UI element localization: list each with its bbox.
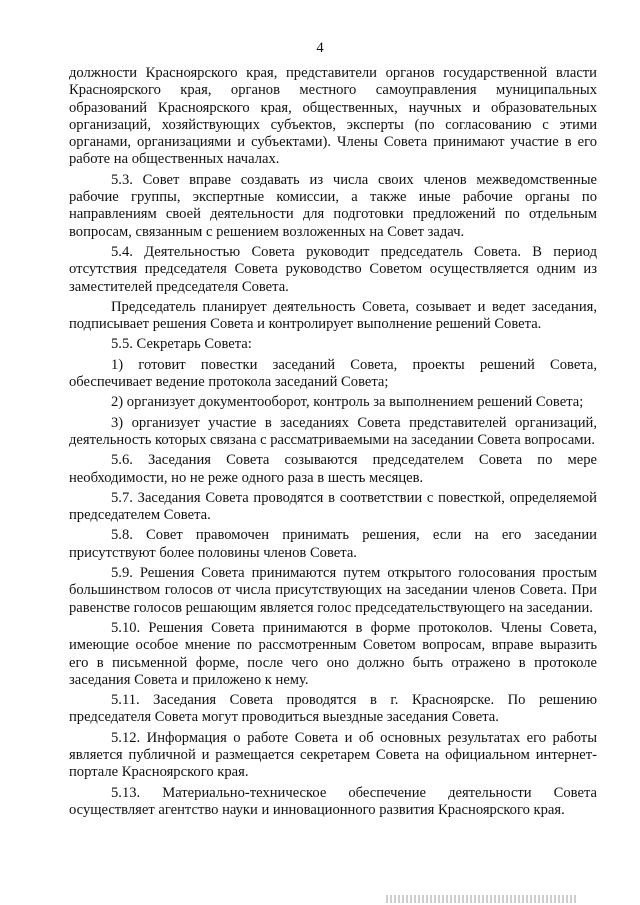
- paragraph-5-10: 5.10. Решения Совета принимаются в форме протоколов. Члены Совета, имеющие особое мнение по рассмотренным Советом вопросам, вправе выразить его в письменной форме, после чего оно должно быть отражено в протоколе заседания Совета и приложено к нему.: [69, 619, 597, 688]
- paragraph-continuation: должности Красноярского края, представители органов государственной власти Красноярского края, органов местного самоуправления муниципальных образований Красноярского края, общественных, научных и образовательных организаций, хозяйствующих субъектов, эксперты (по согласованию с этими органами, организациями и субъектами). Члены Совета принимают участие в его работе на общественных началах.: [69, 65, 597, 168]
- paragraph-5-13: 5.13. Материально-техническое обеспечение деятельности Совета осуществляет агентство науки и инновационного развития Красноярского края.: [69, 784, 597, 818]
- paragraph-5-6: 5.6. Заседания Совета созываются председателем Совета по мере необходимости, но не реже одного раза в шесть месяцев.: [69, 452, 597, 486]
- paragraph-5-4: 5.4. Деятельностью Совета руководит председатель Совета. В период отсутствия председателя Совета руководство Советом осуществляется одним из заместителей председателя Совета.: [69, 243, 597, 295]
- paragraph-5-12: 5.12. Информация о работе Совета и об основных результатах его работы является публичной и размещается секретарем Совета на официальном интернет-портале Красноярского края.: [69, 729, 597, 781]
- paragraph-5-5: 5.5. Секретарь Совета:: [111, 336, 252, 353]
- paragraph-5-5-item-2: 2) организует документооборот, контроль за выполнением решений Совета;: [111, 394, 584, 411]
- paragraph-5-9: 5.9. Решения Совета принимаются путем открытого голосования простым большинством голосов от числа присутствующих на заседании членов Совета. При равенстве голосов решающим является голос председательствующего на заседании.: [69, 565, 597, 616]
- paragraph-5-11: 5.11. Заседания Совета проводятся в г. Красноярске. По решению председателя Совета могут проводиться выездные заседания Совета.: [69, 692, 597, 726]
- paragraph-chairman-duties: Председатель планирует деятельность Совета, созывает и ведет заседания, подписывает решения Совета и контролирует выполнение решений Совета.: [69, 298, 597, 333]
- paragraph-5-5-item-3: 3) организует участие в заседаниях Совета представителей организаций, деятельность которых связана с рассматриваемыми на заседании Совета вопросами.: [69, 414, 597, 448]
- page-number: 4: [316, 40, 324, 56]
- document-body: [69, 65, 597, 822]
- paragraph-5-8: 5.8. Совет правомочен принимать решения, если на его заседании присутствуют более половины членов Совета.: [69, 527, 597, 561]
- paragraph-5-3: 5.3. Совет вправе создавать из числа своих членов межведомственные рабочие группы, экспертные комиссии, а также иные рабочие органы по направлениям своей деятельности для подготовки предложений по отдельным вопросам, связанным с решением возложенных на Совет задач.: [69, 171, 597, 240]
- paragraph-5-7: 5.7. Заседания Совета проводятся в соответствии с повесткой, определяемой председателем Совета.: [69, 489, 597, 524]
- scan-artifact: [386, 895, 576, 903]
- paragraph-5-5-item-1: 1) готовит повестки заседаний Совета, проекты решений Совета, обеспечивает ведение протокола заседаний Совета;: [69, 356, 597, 391]
